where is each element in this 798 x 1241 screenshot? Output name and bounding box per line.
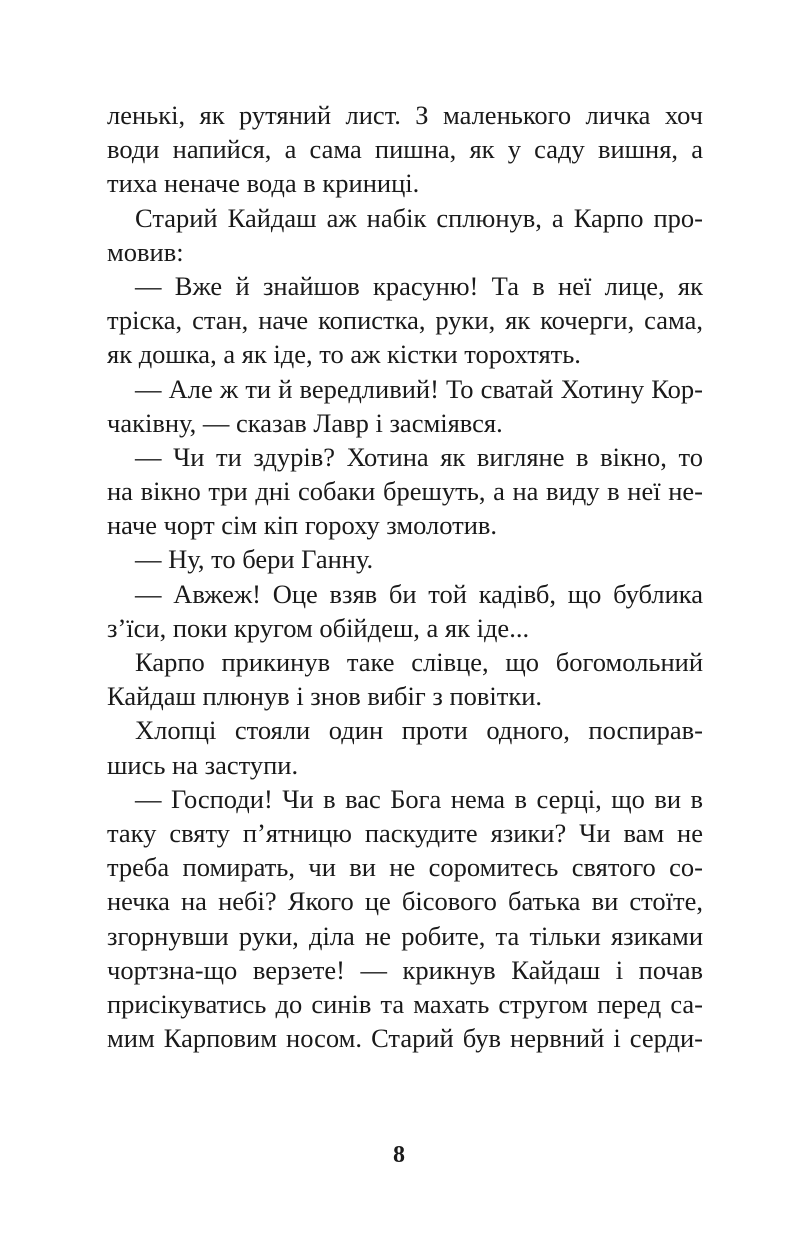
text-line: — Але ж ти й вередливий! То сватай Хотину Кор- [135,373,703,404]
text-line: чаківну, — сказав Лавр і засміявся. [107,407,503,438]
text-line: згорнувши руки, діла не робите, та тільки язиками [107,920,703,951]
text-line: — Господи! Чи в вас Бога нема в серці, що ви в [135,783,703,814]
text-line: наче чорт сім кіп гороху змолотив. [107,510,498,541]
text-line: тріска, стан, наче копистка, руки, як кочерги, сама, [107,305,703,336]
text-line: Кайдаш плюнув і знов вибіг з повітки. [107,681,543,712]
text-line: Старий Кайдаш аж набік сплюнув, а Карпо про- [135,202,703,233]
text-line: чортзна-що верзете! — крикнув Кайдаш і почав [107,954,703,985]
text-line: нечка на небі? Якого це бісового батька ви стоїте, [107,886,703,917]
text-line: тиха неначе вода в криниці. [107,168,420,199]
text-line: як дошка, а як іде, то аж кістки торохтять. [107,339,581,370]
text-line: — Авжеж! Оце взяв би той кадівб, що бублика [135,578,703,609]
text-line: Карпо прикинув таке слівце, що богомольний [135,647,703,677]
text-line: води напийся, а сама пишна, як у саду вишня, а [107,134,703,165]
text-line: мовив: [107,236,184,267]
text-line: — Чи ти здурів? Хотина як вигляне в вікно, то [135,441,703,472]
text-line: треба помирать, чи ви не соромитесь святого со- [107,852,703,883]
text-line: шись на заступи. [107,749,299,780]
text-line: на вікно три дні собаки брешуть, а на виду в неї не- [107,476,703,507]
text-line: з’їси, поки кругом обійдеш, а як іде... [107,612,530,643]
page-number: 8 [393,1142,405,1168]
page-body [107,98,703,1055]
text-line: присікуватись до синів та махать стругом перед са- [107,988,703,1019]
text-line: Хлопці стояли один проти одного, поспирав- [135,715,703,746]
text-line: мим Карповим носом. Старий був нервний і серди- [107,1023,703,1054]
text-line: — Вже й знайшов красуню! Та в неї лице, як [135,270,703,301]
text-line: таку святу п’ятницю паскудите язики? Чи вам не [107,817,703,848]
text-line: — Ну, то бери Ганну. [135,544,374,575]
text-line: ленькі, як рутяний лист. З маленького личка хоч [107,100,703,130]
